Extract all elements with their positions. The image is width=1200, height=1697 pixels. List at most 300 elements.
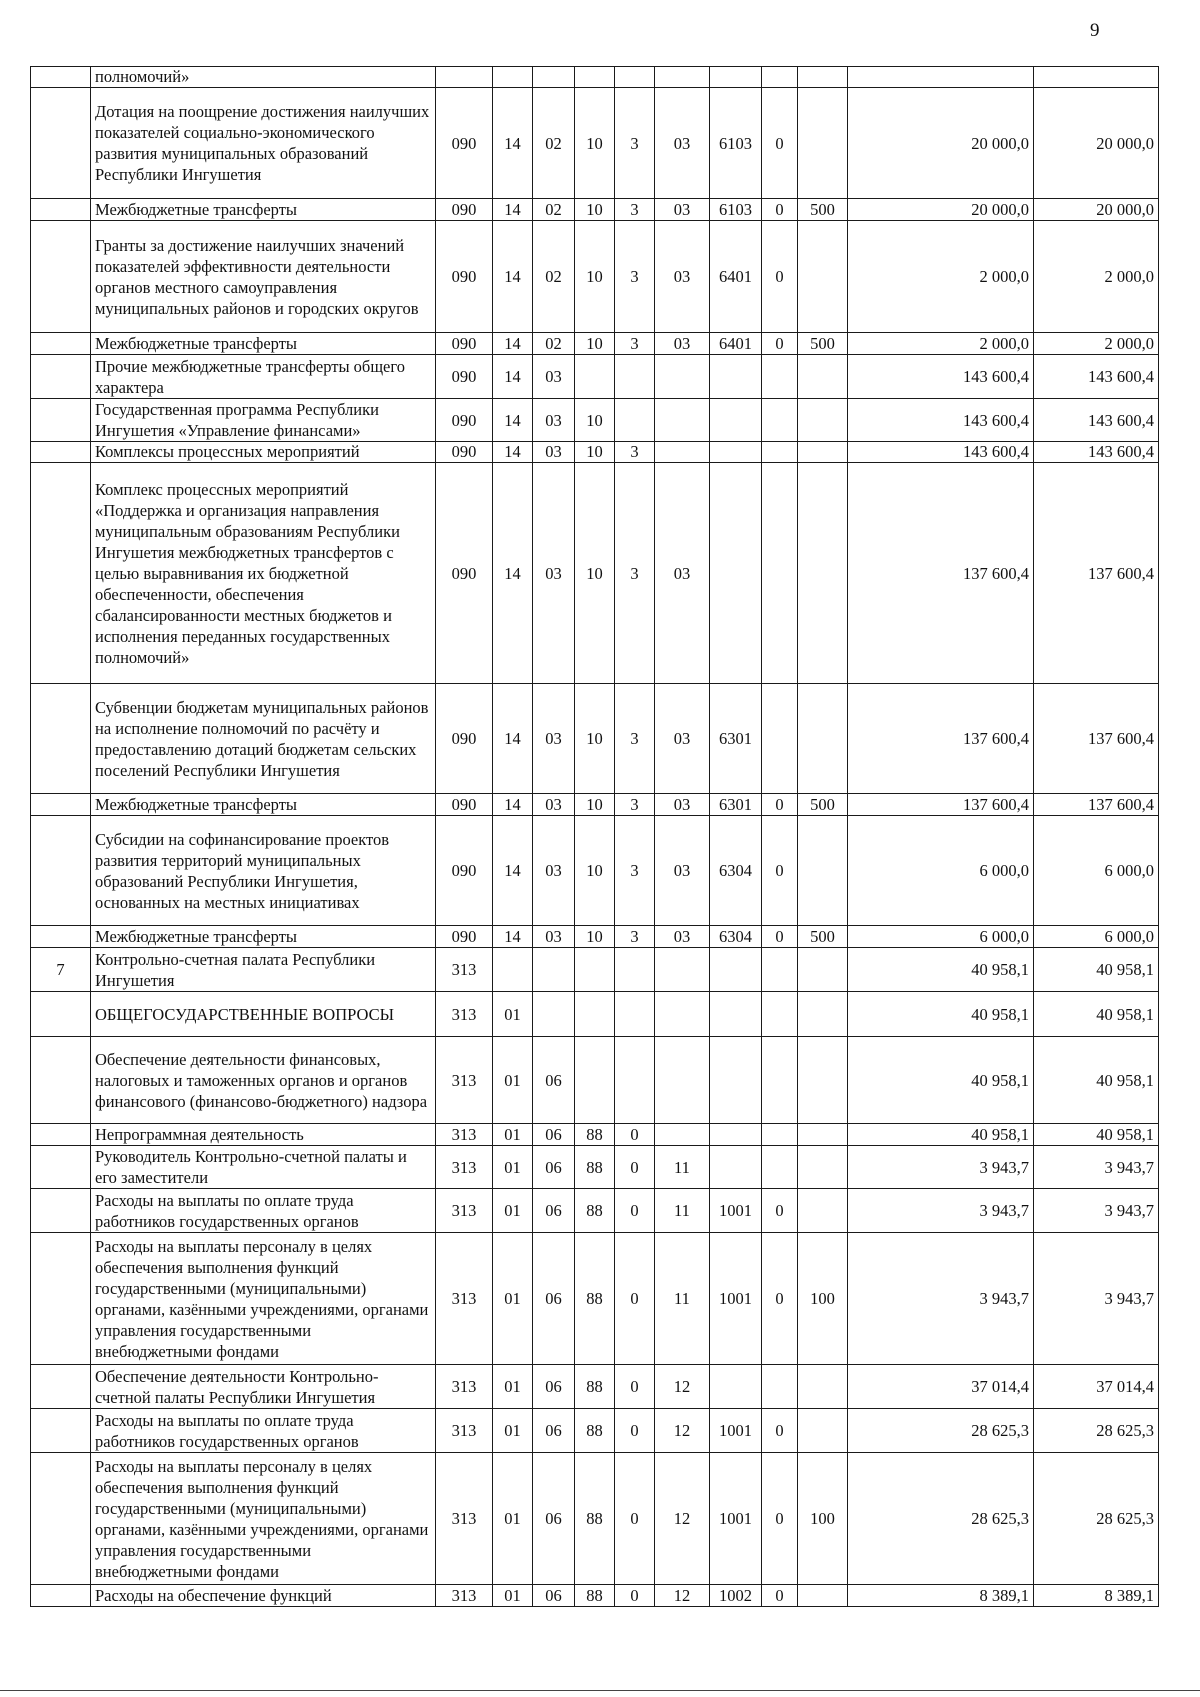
code-subprogram	[615, 355, 655, 399]
amount-year-1: 3 943,7	[848, 1233, 1034, 1365]
code-expense-type: 500	[798, 794, 848, 816]
code-section: 01	[493, 1233, 533, 1365]
code-program: 10	[575, 926, 615, 948]
amount-year-2: 28 625,3	[1034, 1453, 1159, 1585]
table-row	[31, 355, 1159, 399]
amount-year-2: 137 600,4	[1034, 794, 1159, 816]
amount-year-2: 8 389,1	[1034, 1585, 1159, 1607]
code-direction: 1001	[710, 1233, 762, 1365]
code-direction: 1001	[710, 1409, 762, 1453]
expense-name: Субвенции бюджетам муниципальных районов на исполнение полномочий по расчёту и предоставлению дотаций бюджетам сельских поселений Республики Ингушетия	[91, 684, 436, 794]
code-subsection: 03	[533, 926, 575, 948]
code-subprogram: 3	[615, 442, 655, 463]
amount-year-1: 40 958,1	[848, 948, 1034, 992]
table-row	[31, 88, 1159, 199]
code-subprogram: 3	[615, 463, 655, 684]
amount-year-1: 143 600,4	[848, 355, 1034, 399]
code-program: 10	[575, 399, 615, 442]
row-number	[31, 399, 91, 442]
code-direction: 6401	[710, 333, 762, 355]
code-event: 03	[655, 199, 710, 221]
code-subprogram	[615, 1037, 655, 1124]
amount-year-1: 6 000,0	[848, 926, 1034, 948]
code-direction	[710, 1146, 762, 1189]
row-number	[31, 199, 91, 221]
code-section	[493, 948, 533, 992]
code-subprogram: 0	[615, 1233, 655, 1365]
code-section: 14	[493, 816, 533, 926]
code-direction	[710, 1124, 762, 1146]
code-expense-type	[798, 1365, 848, 1409]
code-extra: 0	[762, 1189, 798, 1233]
amount-year-1: 37 014,4	[848, 1365, 1034, 1409]
expense-name: Непрограммная деятельность	[91, 1124, 436, 1146]
code-direction	[710, 355, 762, 399]
code-event: 12	[655, 1453, 710, 1585]
code-section: 14	[493, 794, 533, 816]
amount-year-1	[848, 67, 1034, 88]
expense-name: Межбюджетные трансферты	[91, 926, 436, 948]
expense-name: Руководитель Контрольно-счетной палаты и его заместители	[91, 1146, 436, 1189]
amount-year-1: 6 000,0	[848, 816, 1034, 926]
code-extra	[762, 1365, 798, 1409]
expense-name: Гранты за достижение наилучших значений показателей эффективности деятельности органов местного самоуправления муниципальных районов и городских округов	[91, 221, 436, 333]
code-section: 01	[493, 1453, 533, 1585]
code-subprogram	[615, 399, 655, 442]
code-extra: 0	[762, 794, 798, 816]
table-row	[31, 1365, 1159, 1409]
row-number	[31, 794, 91, 816]
row-number	[31, 355, 91, 399]
amount-year-2: 20 000,0	[1034, 88, 1159, 199]
code-event	[655, 992, 710, 1037]
code-extra	[762, 463, 798, 684]
table-row	[31, 221, 1159, 333]
code-subprogram: 0	[615, 1409, 655, 1453]
code-program: 88	[575, 1585, 615, 1607]
code-subprogram: 0	[615, 1124, 655, 1146]
code-ministry: 090	[436, 794, 493, 816]
code-event: 11	[655, 1233, 710, 1365]
code-section: 01	[493, 1037, 533, 1124]
code-ministry: 313	[436, 1233, 493, 1365]
amount-year-2: 2 000,0	[1034, 221, 1159, 333]
code-section: 01	[493, 1146, 533, 1189]
code-subprogram: 3	[615, 816, 655, 926]
code-program: 88	[575, 1146, 615, 1189]
code-direction: 6103	[710, 199, 762, 221]
code-subsection: 06	[533, 1189, 575, 1233]
code-program: 10	[575, 684, 615, 794]
amount-year-1: 20 000,0	[848, 199, 1034, 221]
code-expense-type	[798, 463, 848, 684]
row-number: 7	[31, 948, 91, 992]
code-section: 01	[493, 1585, 533, 1607]
code-event: 11	[655, 1146, 710, 1189]
code-direction: 6304	[710, 926, 762, 948]
code-extra	[762, 1037, 798, 1124]
code-event: 12	[655, 1585, 710, 1607]
amount-year-2: 6 000,0	[1034, 926, 1159, 948]
code-event	[655, 1124, 710, 1146]
row-number	[31, 221, 91, 333]
code-subprogram: 0	[615, 1189, 655, 1233]
row-number	[31, 1585, 91, 1607]
code-ministry: 313	[436, 1585, 493, 1607]
amount-year-2: 143 600,4	[1034, 442, 1159, 463]
code-extra: 0	[762, 88, 798, 199]
code-program: 10	[575, 816, 615, 926]
expense-name: Расходы на выплаты по оплате труда работников государственных органов	[91, 1189, 436, 1233]
code-direction	[710, 399, 762, 442]
code-expense-type	[798, 1585, 848, 1607]
code-event: 03	[655, 684, 710, 794]
code-subprogram: 0	[615, 1453, 655, 1585]
code-program	[575, 948, 615, 992]
expense-name: Комплекс процессных мероприятий «Поддержка и организация направления муниципальным образованиям Республики Ингушетия межбюджетных трансфертов с целью выравнивания их бюджетной обеспеченности, обеспечения сбалансированности местных бюджетов и исполнения переданных государственных полномочий»	[91, 463, 436, 684]
code-program: 10	[575, 463, 615, 684]
code-subsection	[533, 67, 575, 88]
code-section: 14	[493, 463, 533, 684]
row-number	[31, 926, 91, 948]
code-ministry: 313	[436, 992, 493, 1037]
code-section: 14	[493, 399, 533, 442]
amount-year-2: 3 943,7	[1034, 1233, 1159, 1365]
table-row	[31, 333, 1159, 355]
code-direction	[710, 1365, 762, 1409]
code-section: 01	[493, 1409, 533, 1453]
code-subprogram: 3	[615, 221, 655, 333]
code-subprogram	[615, 67, 655, 88]
amount-year-1: 40 958,1	[848, 1124, 1034, 1146]
code-section: 01	[493, 1124, 533, 1146]
table-row	[31, 992, 1159, 1037]
code-extra: 0	[762, 1409, 798, 1453]
code-program: 88	[575, 1124, 615, 1146]
code-program	[575, 355, 615, 399]
code-program: 10	[575, 199, 615, 221]
code-expense-type: 500	[798, 333, 848, 355]
code-program: 10	[575, 221, 615, 333]
code-expense-type	[798, 67, 848, 88]
row-number	[31, 67, 91, 88]
code-subsection: 02	[533, 199, 575, 221]
code-event	[655, 67, 710, 88]
expense-name: Межбюджетные трансферты	[91, 199, 436, 221]
code-expense-type	[798, 1189, 848, 1233]
table-body	[31, 67, 1159, 1607]
code-direction: 1001	[710, 1453, 762, 1585]
code-program: 10	[575, 333, 615, 355]
code-ministry: 313	[436, 1365, 493, 1409]
code-expense-type	[798, 816, 848, 926]
code-expense-type	[798, 684, 848, 794]
code-direction: 6401	[710, 221, 762, 333]
amount-year-1: 8 389,1	[848, 1585, 1034, 1607]
table-row	[31, 794, 1159, 816]
amount-year-1: 20 000,0	[848, 88, 1034, 199]
code-event: 11	[655, 1189, 710, 1233]
code-event: 12	[655, 1409, 710, 1453]
amount-year-1: 2 000,0	[848, 333, 1034, 355]
code-subprogram: 3	[615, 88, 655, 199]
code-event: 03	[655, 88, 710, 199]
code-subsection: 03	[533, 399, 575, 442]
amount-year-1: 3 943,7	[848, 1146, 1034, 1189]
expense-name: Обеспечение деятельности финансовых, налоговых и таможенных органов и органов финансового (финансово-бюджетного) надзора	[91, 1037, 436, 1124]
code-ministry: 090	[436, 355, 493, 399]
code-program: 88	[575, 1365, 615, 1409]
code-subprogram: 3	[615, 199, 655, 221]
expense-name: Прочие межбюджетные трансферты общего характера	[91, 355, 436, 399]
row-number	[31, 1365, 91, 1409]
code-section: 01	[493, 1189, 533, 1233]
code-ministry: 090	[436, 221, 493, 333]
code-extra: 0	[762, 1233, 798, 1365]
code-direction	[710, 948, 762, 992]
row-number	[31, 442, 91, 463]
amount-year-1: 28 625,3	[848, 1409, 1034, 1453]
expense-name: Межбюджетные трансферты	[91, 333, 436, 355]
table-row	[31, 684, 1159, 794]
code-section: 14	[493, 926, 533, 948]
code-subprogram: 0	[615, 1585, 655, 1607]
code-section: 14	[493, 333, 533, 355]
table-row	[31, 1409, 1159, 1453]
table-row	[31, 948, 1159, 992]
code-ministry: 090	[436, 199, 493, 221]
code-ministry: 090	[436, 926, 493, 948]
code-ministry: 313	[436, 1409, 493, 1453]
code-extra: 0	[762, 199, 798, 221]
code-section: 01	[493, 1365, 533, 1409]
expense-name: Расходы на выплаты персоналу в целях обеспечения выполнения функций государственными (муниципальными) органами, казёнными учреждениями, органами управления государственными внебюджетными фондами	[91, 1233, 436, 1365]
expense-name: Субсидии на софинансирование проектов развития территорий муниципальных образований Республики Ингушетия, основанных на местных инициативах	[91, 816, 436, 926]
code-expense-type	[798, 992, 848, 1037]
expense-name: Обеспечение деятельности Контрольно-счетной палаты Республики Ингушетия	[91, 1365, 436, 1409]
amount-year-1: 40 958,1	[848, 992, 1034, 1037]
code-ministry: 090	[436, 88, 493, 199]
code-event: 03	[655, 794, 710, 816]
code-subsection: 06	[533, 1365, 575, 1409]
code-direction: 6301	[710, 684, 762, 794]
code-extra: 0	[762, 221, 798, 333]
table-row	[31, 199, 1159, 221]
code-ministry: 090	[436, 442, 493, 463]
code-expense-type	[798, 1409, 848, 1453]
code-subsection: 06	[533, 1453, 575, 1585]
code-section: 14	[493, 684, 533, 794]
code-program: 88	[575, 1453, 615, 1585]
code-program: 10	[575, 794, 615, 816]
code-ministry: 090	[436, 333, 493, 355]
code-extra: 0	[762, 333, 798, 355]
amount-year-1: 143 600,4	[848, 399, 1034, 442]
code-program: 88	[575, 1233, 615, 1365]
code-subsection: 03	[533, 794, 575, 816]
amount-year-1: 137 600,4	[848, 794, 1034, 816]
amount-year-2: 3 943,7	[1034, 1189, 1159, 1233]
code-expense-type	[798, 1037, 848, 1124]
expense-name: Контрольно-счетная палата Республики Ингушетия	[91, 948, 436, 992]
code-event: 03	[655, 463, 710, 684]
amount-year-2	[1034, 67, 1159, 88]
row-number	[31, 333, 91, 355]
code-event: 03	[655, 221, 710, 333]
table-row	[31, 463, 1159, 684]
code-direction	[710, 67, 762, 88]
code-subprogram: 3	[615, 684, 655, 794]
amount-year-2: 137 600,4	[1034, 684, 1159, 794]
code-program: 10	[575, 442, 615, 463]
row-number	[31, 992, 91, 1037]
row-number	[31, 1146, 91, 1189]
code-event: 03	[655, 926, 710, 948]
amount-year-2: 143 600,4	[1034, 355, 1159, 399]
code-event: 03	[655, 816, 710, 926]
code-ministry: 313	[436, 1146, 493, 1189]
code-subsection: 06	[533, 1146, 575, 1189]
code-ministry: 090	[436, 399, 493, 442]
code-ministry	[436, 67, 493, 88]
code-extra	[762, 992, 798, 1037]
code-subsection: 02	[533, 221, 575, 333]
code-ministry: 090	[436, 684, 493, 794]
code-event	[655, 1037, 710, 1124]
code-direction: 6103	[710, 88, 762, 199]
row-number	[31, 1124, 91, 1146]
code-ministry: 090	[436, 816, 493, 926]
code-subsection: 03	[533, 816, 575, 926]
code-subprogram	[615, 992, 655, 1037]
code-subsection: 03	[533, 355, 575, 399]
amount-year-2: 137 600,4	[1034, 463, 1159, 684]
code-subprogram: 0	[615, 1146, 655, 1189]
code-direction	[710, 463, 762, 684]
expense-name: полномочий»	[91, 67, 436, 88]
row-number	[31, 1189, 91, 1233]
table-row	[31, 1037, 1159, 1124]
code-ministry: 313	[436, 1189, 493, 1233]
table-row	[31, 816, 1159, 926]
code-direction	[710, 442, 762, 463]
expense-name: Межбюджетные трансферты	[91, 794, 436, 816]
row-number	[31, 1037, 91, 1124]
table-row	[31, 1585, 1159, 1607]
amount-year-1: 40 958,1	[848, 1037, 1034, 1124]
code-program	[575, 992, 615, 1037]
expense-name: Государственная программа Республики Ингушетия «Управление финансами»	[91, 399, 436, 442]
code-event	[655, 442, 710, 463]
row-number	[31, 1233, 91, 1365]
code-ministry: 090	[436, 463, 493, 684]
code-program	[575, 67, 615, 88]
code-subprogram: 3	[615, 926, 655, 948]
amount-year-2: 143 600,4	[1034, 399, 1159, 442]
budget-table	[30, 66, 1159, 1607]
amount-year-2: 3 943,7	[1034, 1146, 1159, 1189]
table-row	[31, 926, 1159, 948]
code-direction: 6301	[710, 794, 762, 816]
amount-year-1: 3 943,7	[848, 1189, 1034, 1233]
code-event	[655, 399, 710, 442]
code-expense-type: 500	[798, 926, 848, 948]
code-subprogram: 3	[615, 794, 655, 816]
amount-year-2: 20 000,0	[1034, 199, 1159, 221]
code-direction	[710, 1037, 762, 1124]
table-row	[31, 67, 1159, 88]
amount-year-2: 2 000,0	[1034, 333, 1159, 355]
code-expense-type	[798, 948, 848, 992]
code-program: 10	[575, 88, 615, 199]
row-number	[31, 684, 91, 794]
expense-name: Расходы на выплаты персоналу в целях обеспечения выполнения функций государственными (муниципальными) органами, казёнными учреждениями, органами управления государственными внебюджетными фондами	[91, 1453, 436, 1585]
code-section: 14	[493, 88, 533, 199]
table-row	[31, 1189, 1159, 1233]
code-expense-type	[798, 221, 848, 333]
code-subprogram: 3	[615, 333, 655, 355]
code-expense-type: 100	[798, 1233, 848, 1365]
code-expense-type: 500	[798, 199, 848, 221]
code-expense-type	[798, 355, 848, 399]
amount-year-1: 28 625,3	[848, 1453, 1034, 1585]
row-number	[31, 1453, 91, 1585]
code-subsection: 06	[533, 1233, 575, 1365]
code-program: 88	[575, 1189, 615, 1233]
code-subsection: 02	[533, 88, 575, 199]
code-expense-type	[798, 399, 848, 442]
code-extra	[762, 67, 798, 88]
amount-year-1: 143 600,4	[848, 442, 1034, 463]
code-ministry: 313	[436, 1453, 493, 1585]
code-extra	[762, 1146, 798, 1189]
amount-year-2: 40 958,1	[1034, 1037, 1159, 1124]
table-row	[31, 1146, 1159, 1189]
code-extra: 0	[762, 816, 798, 926]
code-subprogram	[615, 948, 655, 992]
code-event: 03	[655, 333, 710, 355]
code-subsection: 06	[533, 1409, 575, 1453]
code-subsection: 03	[533, 684, 575, 794]
code-extra	[762, 948, 798, 992]
amount-year-2: 40 958,1	[1034, 1124, 1159, 1146]
amount-year-2: 40 958,1	[1034, 948, 1159, 992]
code-extra: 0	[762, 926, 798, 948]
code-expense-type	[798, 442, 848, 463]
code-expense-type	[798, 1124, 848, 1146]
table-row	[31, 1453, 1159, 1585]
bottom-rule	[0, 1690, 1200, 1691]
amount-year-2: 37 014,4	[1034, 1365, 1159, 1409]
code-extra: 0	[762, 1585, 798, 1607]
table-row	[31, 1233, 1159, 1365]
table-row	[31, 1124, 1159, 1146]
code-subsection: 06	[533, 1037, 575, 1124]
code-direction: 1001	[710, 1189, 762, 1233]
code-extra	[762, 399, 798, 442]
code-expense-type	[798, 1146, 848, 1189]
code-extra	[762, 355, 798, 399]
code-subsection: 03	[533, 442, 575, 463]
amount-year-2: 40 958,1	[1034, 992, 1159, 1037]
code-subsection: 02	[533, 333, 575, 355]
amount-year-2: 6 000,0	[1034, 816, 1159, 926]
code-subsection: 03	[533, 463, 575, 684]
code-subsection	[533, 948, 575, 992]
code-section: 14	[493, 355, 533, 399]
row-number	[31, 463, 91, 684]
code-direction: 6304	[710, 816, 762, 926]
